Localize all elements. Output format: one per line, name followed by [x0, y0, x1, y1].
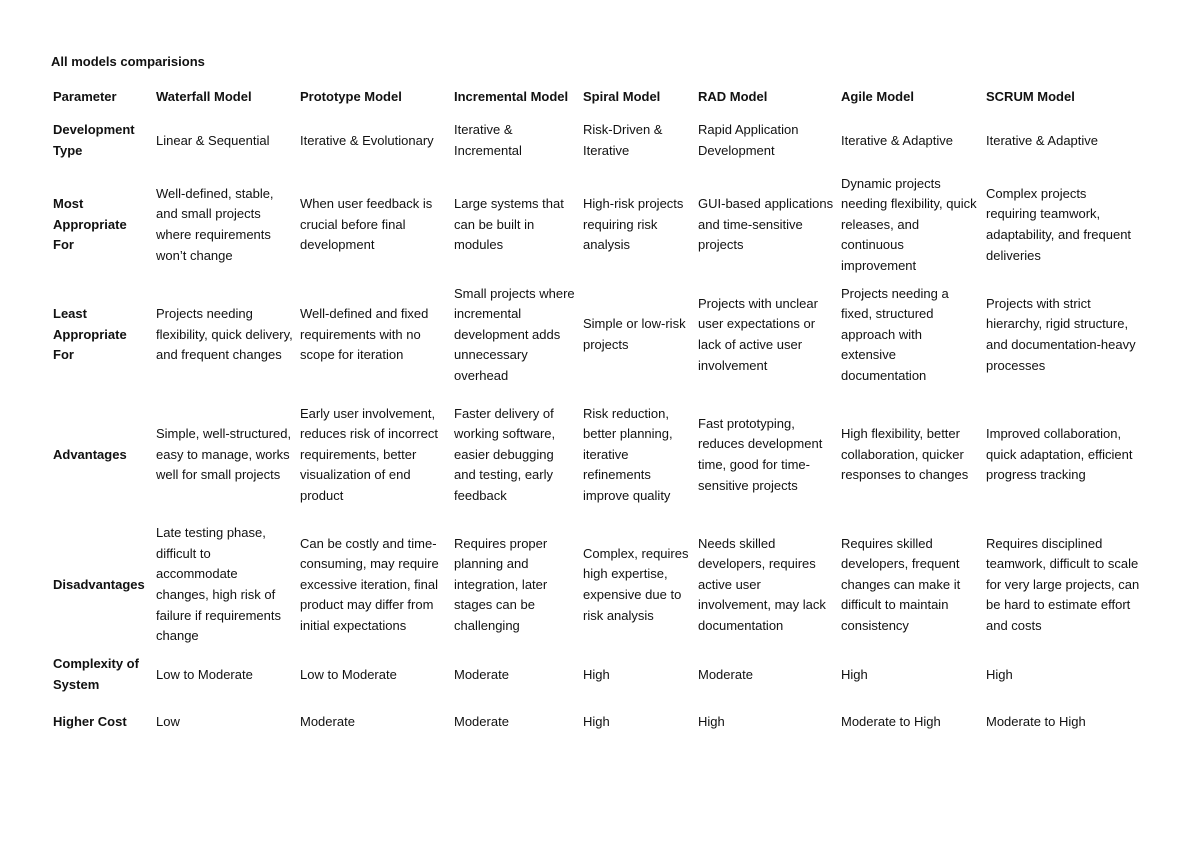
table-cell: Linear & Sequential — [156, 132, 270, 148]
table-cell: Small projects where incremental development adds unnecessary overhead — [454, 285, 575, 383]
table-cell: Complex projects requiring teamwork, adaptability, and frequent deliveries — [986, 185, 1132, 263]
table-cell: High — [583, 666, 610, 682]
column-header-incremental: Incremental Model — [454, 88, 569, 104]
row-label: Disadvantages — [53, 576, 145, 592]
column-header-spiral: Spiral Model — [583, 88, 661, 104]
column-header-scrum: SCRUM Model — [986, 88, 1075, 104]
table-cell: When user feedback is crucial before final development — [300, 196, 433, 253]
table-cell: Risk-Driven & Iterative — [583, 122, 663, 158]
table-row-complexity — [50, 650, 1143, 700]
table-cell: Moderate — [454, 666, 509, 682]
table-cell: High-risk projects requiring risk analysis — [583, 196, 684, 253]
table-cell: Iterative & Adaptive — [841, 132, 954, 148]
table-cell: Simple, well-structured, easy to manage, works well for small projects — [156, 426, 292, 483]
row-label: Development Type — [53, 122, 135, 158]
table-cell: Projects with unclear user expectations or lack of active user involvement — [698, 295, 818, 373]
table-cell: Low — [156, 713, 180, 729]
table-row-development-type — [50, 112, 1143, 170]
table-cell: Well-defined, stable, and small projects where requirements won’t change — [156, 185, 274, 263]
column-header-rad: RAD Model — [698, 88, 768, 104]
column-header-parameter: Parameter — [53, 88, 117, 104]
comparison-table — [50, 82, 1143, 744]
table-cell: Moderate — [698, 666, 753, 682]
table-cell: Moderate — [454, 713, 509, 729]
table-cell: Simple or low-risk projects — [583, 316, 686, 352]
row-label: Higher Cost — [53, 713, 127, 729]
table-cell: Projects needing flexibility, quick delivery, and frequent changes — [156, 306, 293, 363]
page-title: All models comparisions — [51, 54, 205, 69]
table-cell: Moderate to High — [986, 713, 1086, 729]
column-header-prototype: Prototype Model — [300, 88, 402, 104]
table-cell: Needs skilled developers, requires active user involvement, may lack documentation — [698, 535, 826, 633]
table-cell: Risk reduction, better planning, iterative refinements improve quality — [583, 405, 673, 503]
table-cell: Projects needing a fixed, structured approach with extensive documentation — [841, 285, 949, 383]
table-cell: Fast prototyping, reduces development time, good for time-sensitive projects — [698, 415, 823, 493]
table-cell: Late testing phase, difficult to accommodate changes, high risk of failure if requirements change — [156, 525, 281, 644]
table-cell: Requires skilled developers, frequent changes can make it difficult to maintain consistency — [841, 535, 961, 633]
table-cell: Low to Moderate — [300, 666, 397, 682]
table-cell: Well-defined and fixed requirements with no scope for iteration — [300, 306, 429, 363]
table-cell: Requires disciplined teamwork, difficult to scale for very large projects, can be hard to estimate effort and costs — [986, 535, 1140, 633]
table-cell: Dynamic projects needing flexibility, quick releases, and continuous improvement — [841, 175, 977, 273]
column-header-agile: Agile Model — [841, 88, 914, 104]
table-cell: Faster delivery of working software, easier debugging and testing, early feedback — [454, 405, 556, 503]
table-cell: Iterative & Incremental — [454, 122, 522, 158]
table-row-advantages — [50, 390, 1143, 520]
table-cell: Requires proper planning and integration, later stages can be challenging — [454, 535, 548, 633]
table-cell: Iterative & Evolutionary — [300, 132, 434, 148]
table-cell: High — [841, 666, 868, 682]
table-cell: Early user involvement, reduces risk of incorrect requirements, better visualization of end product — [300, 405, 438, 503]
table-cell: Rapid Application Development — [698, 122, 799, 158]
row-label: Least Appropriate For — [53, 306, 127, 363]
table-cell: High — [698, 713, 725, 729]
table-cell: Moderate to High — [841, 713, 941, 729]
table-row-least-appropriate — [50, 280, 1143, 390]
table-cell: Complex, requires high expertise, expensive due to risk analysis — [583, 545, 689, 623]
table-cell: High flexibility, better collaboration, quicker responses to changes — [841, 426, 969, 483]
column-header-waterfall: Waterfall Model — [156, 88, 252, 104]
table-cell: Low to Moderate — [156, 666, 253, 682]
row-label: Complexity of System — [53, 656, 139, 692]
table-row-disadvantages — [50, 520, 1143, 650]
row-label: Advantages — [53, 446, 127, 462]
table-cell: GUI-based applications and time-sensitive projects — [698, 196, 834, 253]
table-row-most-appropriate — [50, 170, 1143, 280]
row-label: Most Appropriate For — [53, 196, 127, 253]
table-cell: Iterative & Adaptive — [986, 132, 1099, 148]
table-cell: High — [583, 713, 610, 729]
table-cell: High — [986, 666, 1013, 682]
table-cell: Large systems that can be built in modules — [454, 196, 564, 253]
table-cell: Moderate — [300, 713, 355, 729]
table-cell: Can be costly and time-consuming, may require excessive iteration, final product may differ from initial expectations — [300, 535, 439, 633]
header-row — [50, 82, 1143, 112]
table-row-higher-cost — [50, 700, 1143, 744]
table-cell: Projects with strict hierarchy, rigid structure, and documentation-heavy processes — [986, 295, 1136, 373]
table-cell: Improved collaboration, quick adaptation, efficient progress tracking — [986, 426, 1133, 483]
